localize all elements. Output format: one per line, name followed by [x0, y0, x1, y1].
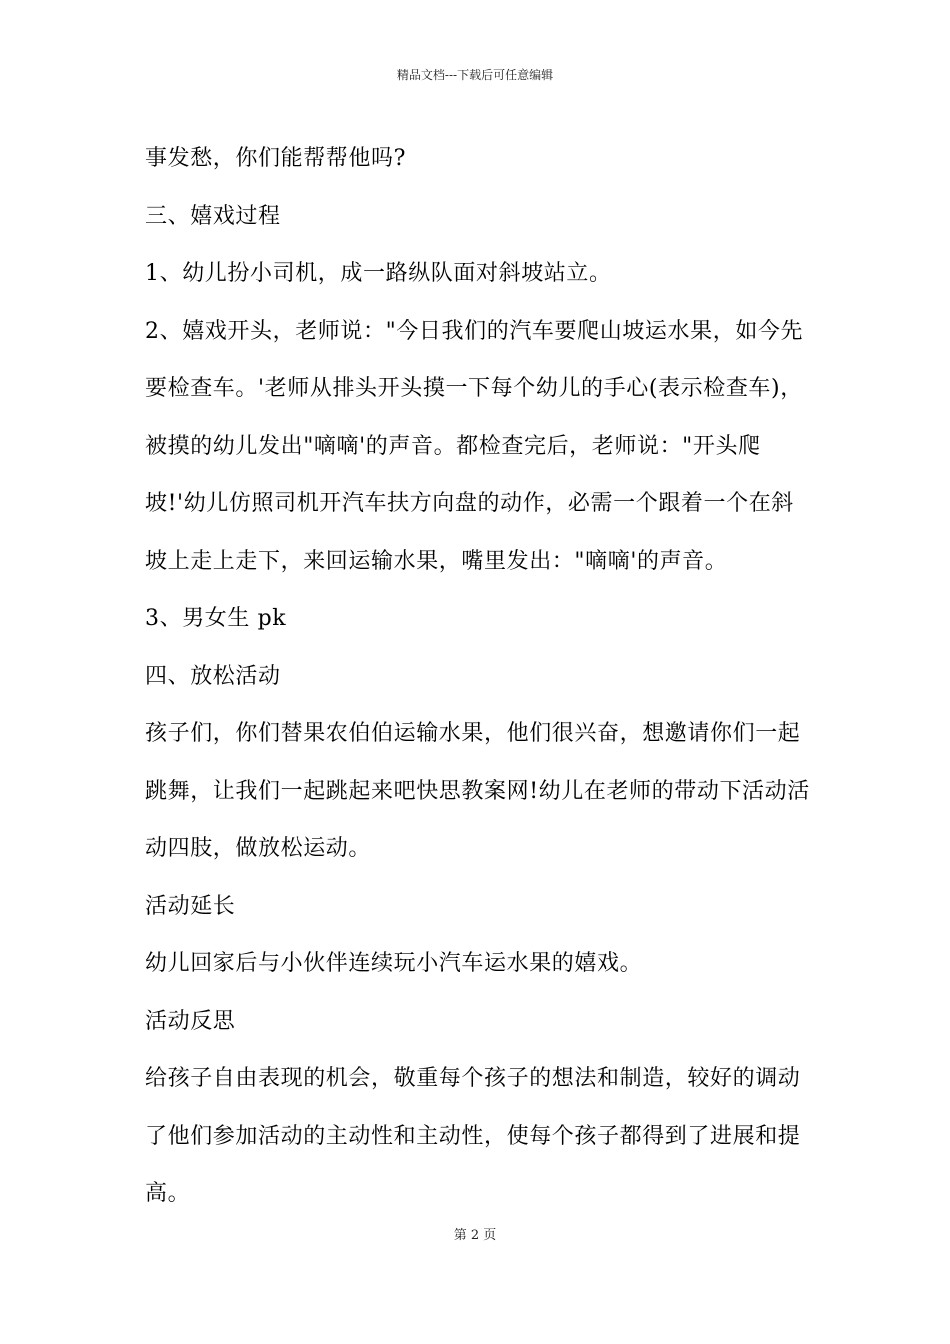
section-heading: 三、嬉戏过程	[145, 203, 281, 229]
text-line: 1、幼儿扮小司机，成一路纵队面对斜坡站立。	[145, 261, 612, 286]
text-line: 坡上走上走下，来回运输水果，嘴里发出："嘀嘀'的声音。	[145, 548, 728, 574]
document-body	[145, 130, 810, 1223]
text-line: 高。	[145, 1181, 191, 1206]
section-heading: 活动延长	[145, 893, 236, 919]
text-line: 了他们参加活动的主动性和主动性，使每个孩子都得到了进展和提	[145, 1123, 801, 1149]
text-line: 3、男女生 pk	[145, 606, 287, 631]
text-line: 2、嬉戏开头，老师说："今日我们的汽车要爬山坡运水果，如今先	[145, 318, 804, 344]
text-line: 坡!'幼儿仿照司机开汽车扶方向盘的动作，必需一个跟着一个在斜	[145, 491, 794, 516]
page-header: 精品文档---下载后可任意编辑	[396, 68, 554, 82]
section-heading: 四、放松活动	[145, 663, 281, 689]
text-line: 被摸的幼儿发出"嘀嘀'的声音。都检查完后，老师说："开头爬	[145, 433, 761, 459]
text-line: 要检查车。'老师从排头开头摸一下每个幼儿的手心(表示检查车)，	[145, 376, 803, 401]
section-heading: 活动反思	[145, 1008, 236, 1034]
text-line: 事发愁，你们能帮帮他吗?	[145, 146, 406, 171]
text-line: 动四肢，做放松运动。	[145, 836, 372, 861]
text-line: 跳舞，让我们一起跳起来吧快思教案网!幼儿在老师的带动下活动活	[145, 778, 810, 804]
page-number: 第 2 页	[453, 1228, 497, 1243]
text-line: 幼儿回家后与小伙伴连续玩小汽车运水果的嬉戏。	[145, 951, 643, 976]
text-line: 给孩子自由表现的机会，敬重每个孩子的想法和制造，较好的调动	[145, 1066, 801, 1091]
text-line: 孩子们，你们替果农伯伯运输水果，他们很兴奋，想邀请你们一起	[145, 721, 801, 746]
